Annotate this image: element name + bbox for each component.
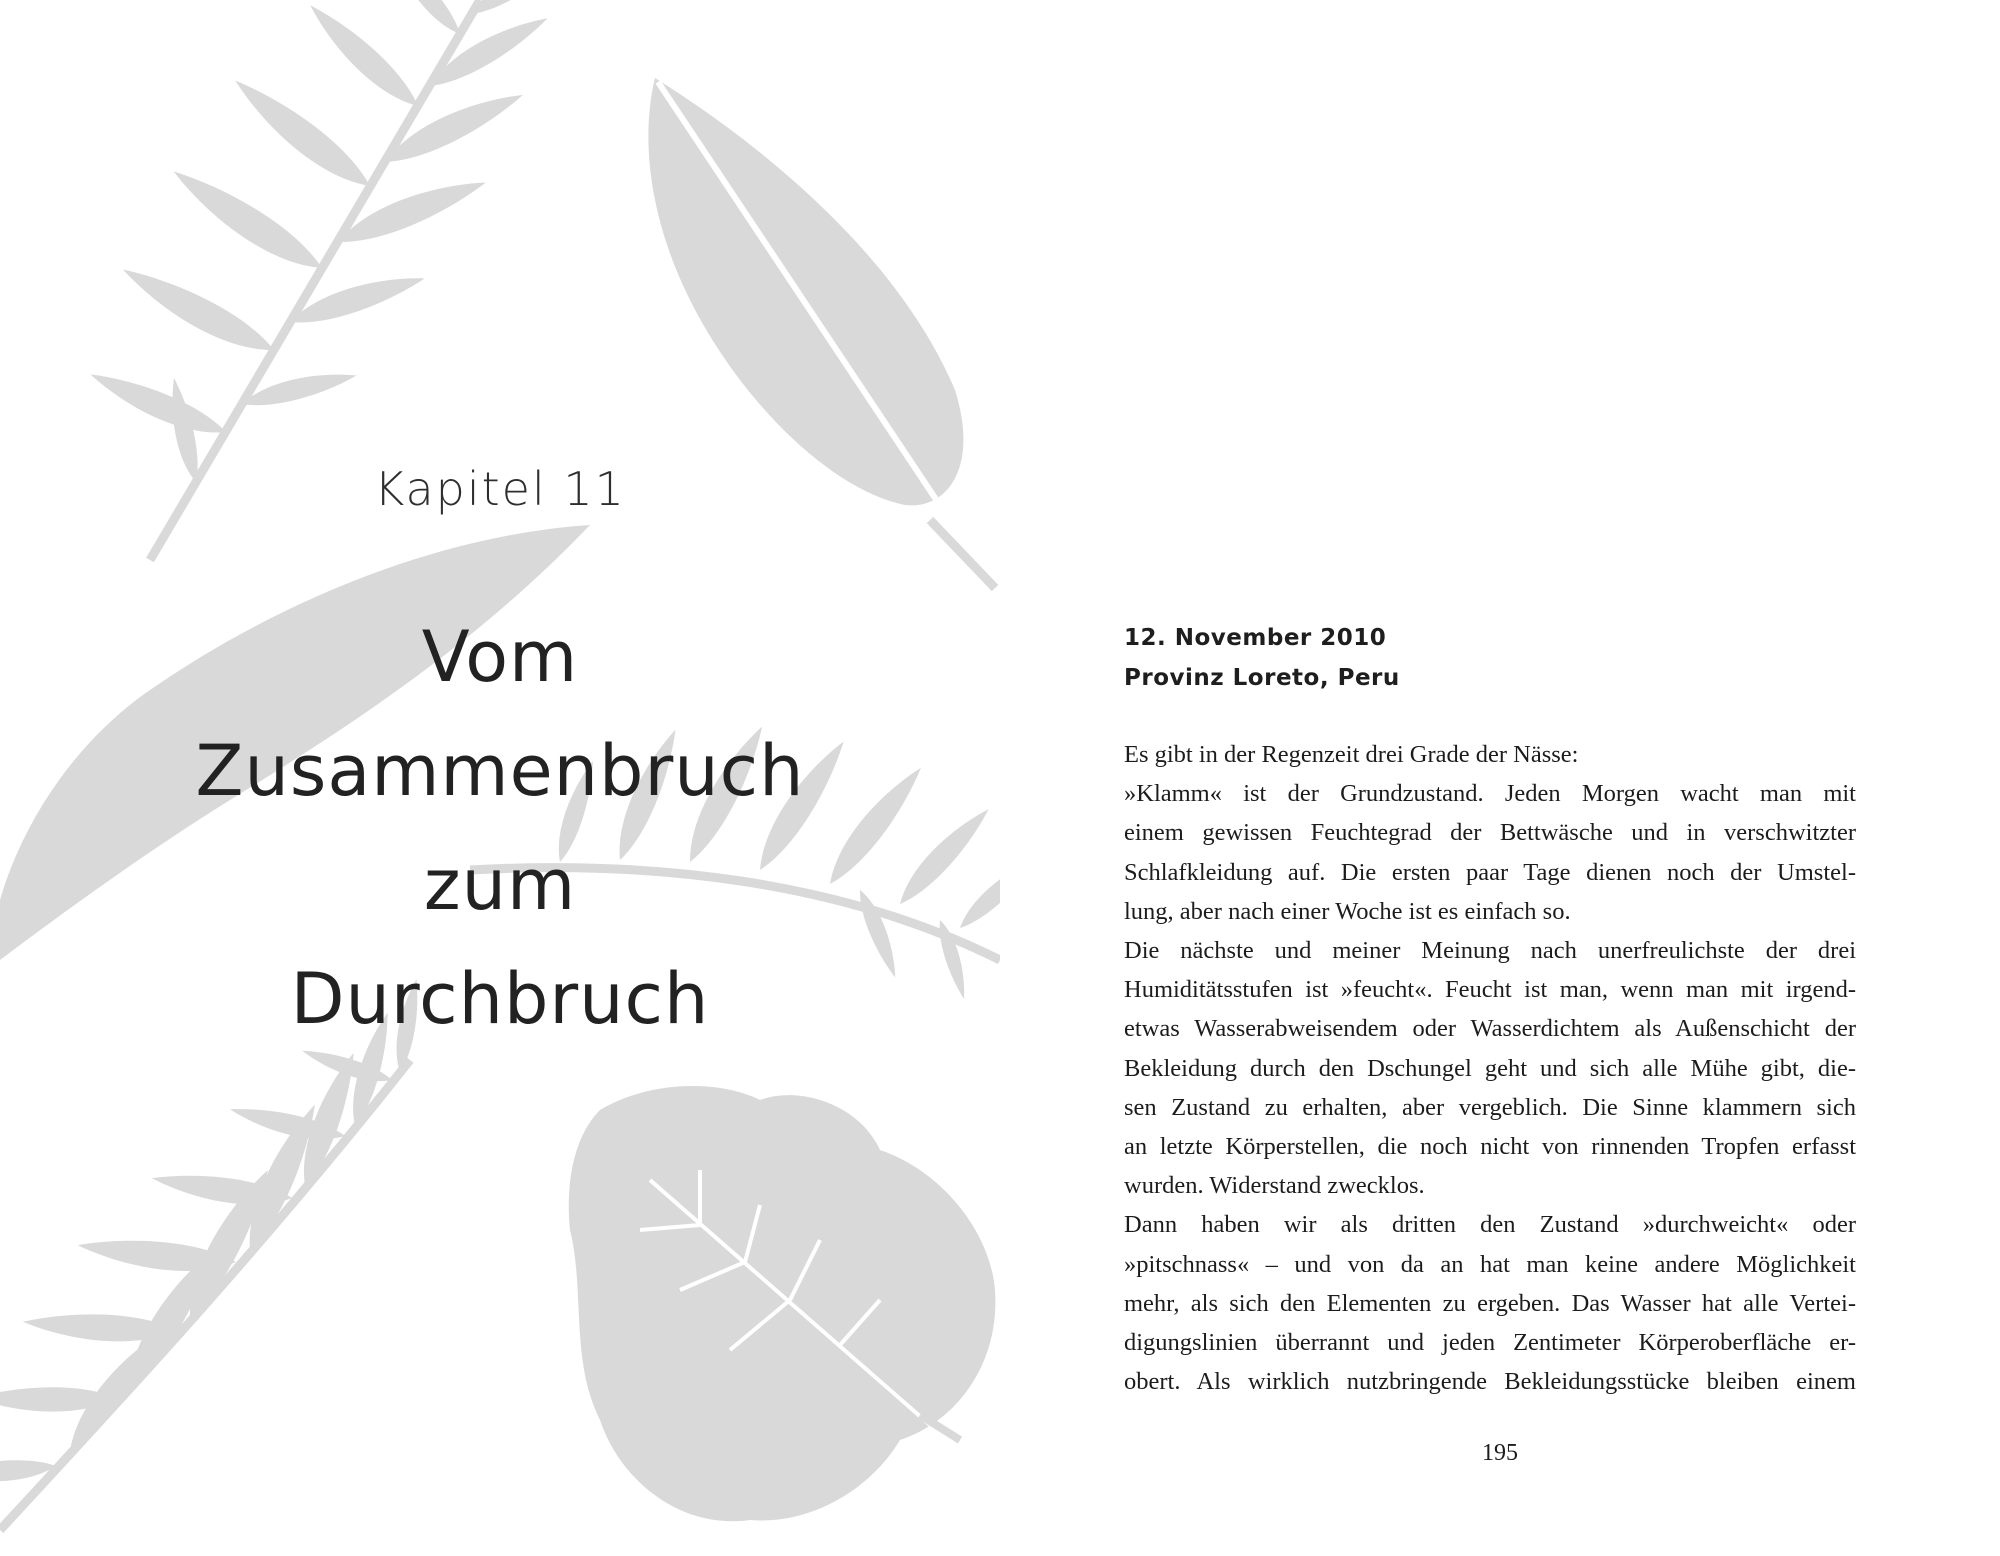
chapter-label: Kapitel 11: [374, 462, 626, 516]
monstera-leaf-icon: [569, 1086, 996, 1521]
page-number: 195: [1482, 1440, 1518, 1466]
text-line: sen Zustand zu erhalten, aber vergeblich. Die Sinne klammern sich: [1124, 1093, 1856, 1121]
text-line: digungslinien überrannt und jeden Zentimeter Körperoberfläche er-: [1124, 1329, 1856, 1357]
text-line: Die nächste und meiner Meinung nach unerfreulichste der drei: [1124, 937, 1856, 965]
text-line: etwas Wasserabweisendem oder Wasserdichtem als Außenschicht der: [1124, 1015, 1856, 1043]
text-line: Dann haben wir als dritten den Zustand »durchweicht« oder: [1124, 1211, 1856, 1239]
text-line: »Klamm« ist der Grundzustand. Jeden Morgen wacht man mit: [1124, 780, 1856, 808]
chapter-title: [0, 600, 1000, 1056]
entry-date: 12. November 2010: [1124, 625, 1387, 651]
chapter-title-line: Vom: [421, 616, 579, 698]
text-line: mehr, als sich den Elementen zu ergeben. Das Wasser hat alle Vertei-: [1124, 1289, 1856, 1317]
body-text: [1124, 735, 1856, 1401]
text-line: Humiditätsstufen ist »feucht«. Feucht ist man, wenn man mit irgend-: [1124, 976, 1856, 1004]
text-line: an letzte Körperstellen, die noch nicht von rinnenden Tropfen erfasst: [1124, 1133, 1856, 1161]
text-line: obert. Als wirklich nutzbringende Bekleidungsstücke bleiben einem: [1124, 1368, 1856, 1396]
text-line: Bekleidung durch den Dschungel geht und sich alle Mühe gibt, die-: [1124, 1054, 1856, 1082]
right-page: [1000, 0, 2000, 1556]
text-line: Schlafkleidung auf. Die ersten paar Tage dienen noch der Umstel-: [1124, 858, 1856, 886]
text-line: Es gibt in der Regenzeit drei Grade der Nässe:: [1124, 741, 1579, 768]
chapter-title-line: zum: [423, 844, 577, 926]
fern-leaf-icon: [0, 977, 425, 1530]
chapter-title-line: Zusammenbruch: [195, 730, 805, 812]
entry-location: Provinz Loreto, Peru: [1124, 665, 1400, 691]
text-line: »pitschnass« – und von da an hat man keine andere Möglichkeit: [1124, 1250, 1856, 1278]
entry-header: [1124, 618, 1400, 698]
text-line: einem gewissen Feuchtegrad der Bettwäsche und in verschwitzter: [1124, 819, 1856, 847]
text-line: lung, aber nach einer Woche ist es einfach so.: [1124, 897, 1571, 925]
chapter-title-line: Durchbruch: [290, 958, 710, 1040]
text-line: wurden. Widerstand zwecklos.: [1124, 1172, 1425, 1200]
